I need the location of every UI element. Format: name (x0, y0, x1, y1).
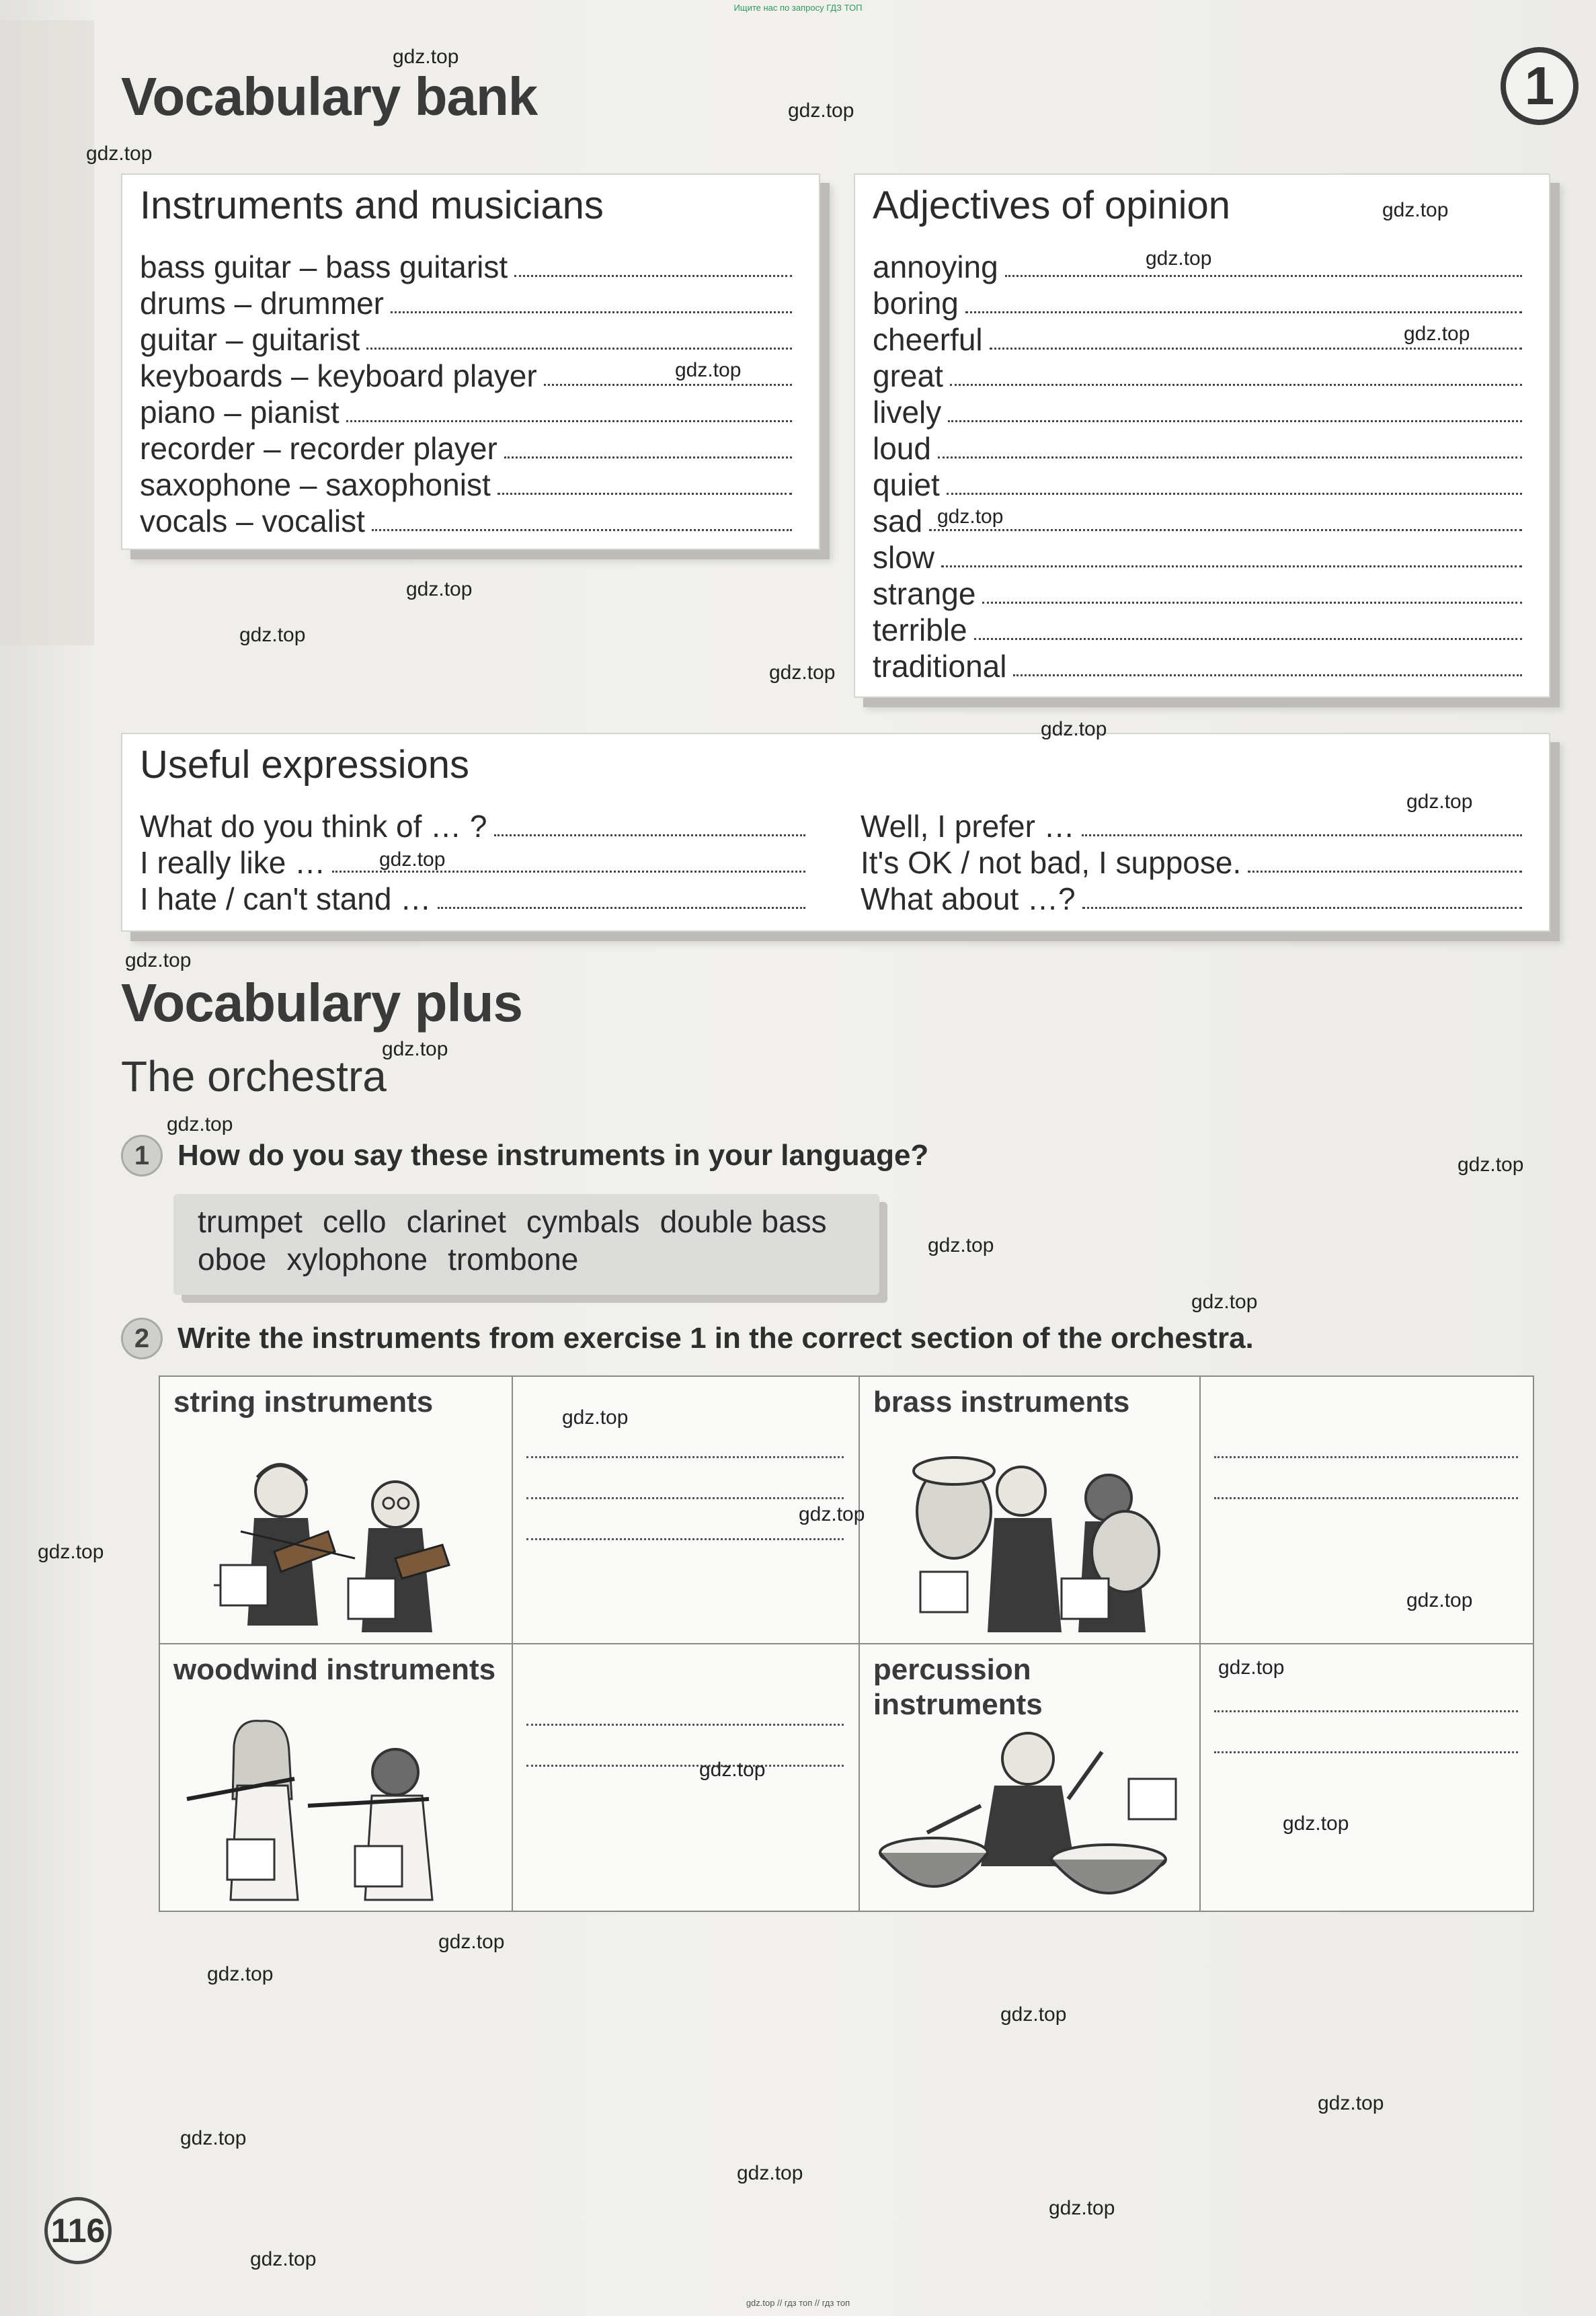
answer-line[interactable] (1013, 674, 1522, 676)
watermark: gdz.top (928, 1234, 994, 1256)
word-row (198, 1203, 847, 1240)
watermark: gdz.top (438, 1931, 505, 1953)
list-item: vocals – vocalist (140, 503, 792, 539)
woodwind-players-illustration (173, 1705, 496, 1907)
watermark: gdz.top (699, 1759, 766, 1781)
answer-line[interactable] (438, 906, 805, 909)
watermark: gdz.top (1041, 718, 1107, 740)
answer-line[interactable] (526, 1499, 843, 1540)
answer-line[interactable] (391, 311, 792, 313)
answer-line[interactable] (366, 347, 792, 350)
answer-line[interactable] (1214, 1417, 1518, 1458)
expressions-left (140, 808, 805, 917)
word: trombone (448, 1242, 579, 1277)
answer-line[interactable] (346, 420, 792, 422)
list-item: quiet (873, 467, 1522, 503)
exercise-1 (121, 1135, 928, 1176)
answer-line[interactable] (526, 1685, 843, 1726)
word: cymbals (526, 1204, 640, 1239)
answer-line[interactable] (948, 420, 1522, 422)
list-item: guitar – guitarist (140, 321, 792, 358)
watermark: gdz.top (167, 1113, 233, 1135)
expressions-box (121, 733, 1550, 932)
watermark: gdz.top (1049, 2197, 1115, 2219)
watermark: gdz.top (1382, 199, 1449, 221)
watermark: gdz.top (562, 1406, 629, 1429)
answer-line[interactable] (938, 456, 1522, 458)
list-item: piano – pianist (140, 394, 792, 430)
vocabulary-plus-title: Vocabulary plus (121, 973, 523, 1033)
watermark: gdz.top (1000, 2003, 1067, 2026)
expressions-right (861, 808, 1522, 917)
section-label: percussion instruments (873, 1653, 1043, 1721)
percussion-player-illustration (873, 1725, 1189, 1907)
answer-line[interactable] (974, 637, 1522, 640)
list-item: terrible (873, 612, 1522, 648)
watermark: gdz.top (38, 1541, 104, 1563)
word: xylophone (286, 1242, 428, 1277)
answer-line[interactable] (544, 383, 792, 386)
list-item: cheerful (873, 321, 1522, 358)
word: double bass (660, 1204, 827, 1239)
answer-line[interactable] (514, 274, 792, 277)
watermark: gdz.top (769, 662, 836, 684)
list-item: What do you think of … ? (140, 808, 805, 844)
watermark: gdz.top (239, 624, 306, 646)
word: cello (322, 1204, 387, 1239)
answer-line[interactable] (950, 383, 1522, 386)
watermark: gdz.top (675, 359, 742, 381)
list-item: It's OK / not bad, I suppose. (861, 844, 1522, 881)
answer-line[interactable] (929, 528, 1522, 531)
expressions-title: Useful expressions (140, 743, 469, 787)
woodwind-section (159, 1644, 512, 1911)
brass-section (859, 1376, 1201, 1644)
answer-line[interactable] (494, 834, 806, 836)
answer-line[interactable] (504, 456, 792, 458)
watermark: gdz.top (180, 2127, 247, 2149)
word: trumpet (198, 1204, 303, 1239)
watermark: gdz.top (937, 506, 1004, 528)
word-box (173, 1194, 879, 1295)
list-item: bass guitar – bass guitarist (140, 249, 792, 285)
watermark: gdz.top (207, 1963, 274, 1985)
watermark: gdz.top (393, 46, 459, 68)
instruments-title: Instruments and musicians (140, 184, 604, 227)
exercise-number: 1 (121, 1135, 163, 1176)
bottom-note: gdz.top // гдз топ // гдз топ (746, 2298, 850, 2308)
list-item: loud (873, 430, 1522, 467)
string-players-illustration (200, 1451, 483, 1639)
brass-answers (1200, 1376, 1533, 1644)
answer-line[interactable] (965, 311, 1522, 313)
watermark: gdz.top (1146, 247, 1212, 270)
watermark: gdz.top (406, 578, 473, 600)
page-number: 116 (44, 2197, 112, 2264)
top-note: Ищите нас по запросу ГДЗ ТОП (733, 3, 863, 13)
watermark: gdz.top (250, 2248, 317, 2270)
answer-line[interactable] (497, 492, 792, 495)
watermark: gdz.top (1218, 1656, 1285, 1679)
list-item: I hate / can't stand … (140, 881, 805, 917)
answer-line[interactable] (1082, 906, 1522, 909)
list-item: slow (873, 539, 1522, 575)
section-label: string instruments (173, 1386, 434, 1419)
answer-line[interactable] (1214, 1712, 1518, 1753)
watermark: gdz.top (86, 143, 153, 165)
string-section (159, 1376, 512, 1644)
list-item: strange (873, 575, 1522, 612)
list-item: I really like … (140, 844, 805, 881)
list-item: annoying (873, 249, 1522, 285)
watermark: gdz.top (1283, 1812, 1349, 1835)
watermark: gdz.top (799, 1503, 865, 1525)
list-item: boring (873, 285, 1522, 321)
list-item: traditional (873, 648, 1522, 684)
brass-players-illustration (893, 1437, 1176, 1639)
adjectives-title: Adjectives of opinion (873, 184, 1230, 227)
list-item: lively (873, 394, 1522, 430)
exercise-instruction: Write the instruments from exercise 1 in the correct section of the orchestra. (177, 1322, 1254, 1355)
watermark: gdz.top (1458, 1154, 1524, 1176)
exercise-instruction: How do you say these instruments in your language? (177, 1139, 929, 1172)
answer-lines (526, 1417, 843, 1540)
word: clarinet (406, 1204, 506, 1239)
answer-line[interactable] (947, 492, 1522, 495)
word-row (198, 1241, 598, 1277)
answer-line[interactable] (372, 528, 792, 531)
watermark: gdz.top (737, 2162, 803, 2184)
answer-line[interactable] (1082, 834, 1522, 836)
vocabulary-bank-title: Vocabulary bank (121, 67, 538, 126)
instruments-list (140, 249, 792, 539)
answer-line[interactable] (990, 347, 1522, 350)
percussion-section (859, 1644, 1201, 1911)
list-item: drums – drummer (140, 285, 792, 321)
list-item: keyboards – keyboard player (140, 358, 792, 394)
answer-line[interactable] (941, 565, 1522, 567)
answer-line[interactable] (982, 601, 1522, 604)
answer-lines (1214, 1417, 1518, 1499)
answer-line[interactable] (526, 1726, 843, 1767)
word: oboe (198, 1242, 267, 1277)
watermark: gdz.top (125, 949, 192, 971)
percussion-answers (1200, 1644, 1533, 1911)
answer-line[interactable] (1248, 870, 1522, 873)
watermark: gdz.top (379, 848, 446, 871)
answer-line[interactable] (1214, 1458, 1518, 1499)
watermark: gdz.top (788, 99, 854, 122)
list-item: recorder – recorder player (140, 430, 792, 467)
answer-line[interactable] (526, 1458, 843, 1499)
list-item: saxophone – saxophonist (140, 467, 792, 503)
watermark: gdz.top (382, 1038, 448, 1060)
watermark: gdz.top (1406, 1589, 1473, 1611)
list-item: great (873, 358, 1522, 394)
list-item: What about …? (861, 881, 1522, 917)
list-item: Well, I prefer … (861, 808, 1522, 844)
list-item: sad (873, 503, 1522, 539)
woodwind-answers (512, 1644, 859, 1911)
section-label: brass instruments (873, 1386, 1130, 1419)
answer-line[interactable] (1005, 274, 1522, 277)
watermark: gdz.top (1404, 323, 1470, 345)
orchestra-subtitle: The orchestra (121, 1052, 387, 1101)
answer-lines (526, 1685, 843, 1767)
section-label: woodwind instruments (173, 1653, 496, 1686)
answer-lines (1214, 1671, 1518, 1753)
adjectives-list (873, 249, 1522, 684)
unit-badge: 1 (1501, 47, 1579, 125)
watermark: gdz.top (1406, 791, 1473, 813)
bleed-through-strip (0, 20, 94, 645)
exercise-number: 2 (121, 1318, 163, 1359)
watermark: gdz.top (1318, 2092, 1384, 2114)
watermark: gdz.top (1191, 1291, 1258, 1313)
exercise-2 (121, 1318, 1254, 1359)
